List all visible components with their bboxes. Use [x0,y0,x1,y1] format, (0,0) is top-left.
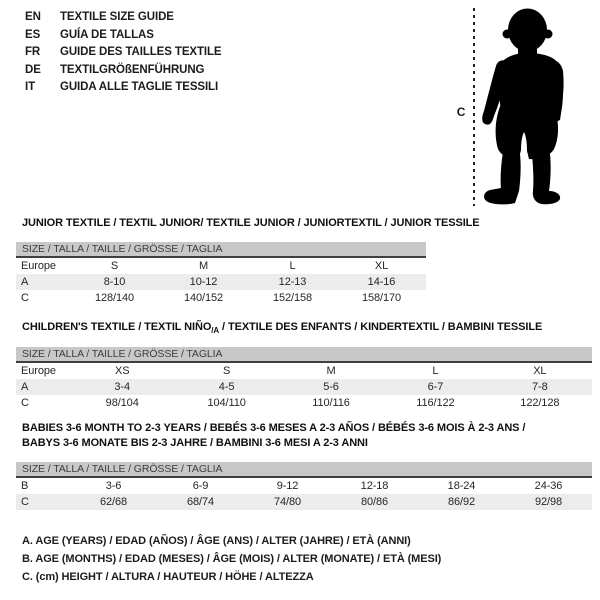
size-table [16,347,592,411]
table-title-line [22,320,592,338]
height-marker-label: C [456,105,466,119]
size-cell: S [110,260,119,272]
table-title-text: / TEXTILE DES ENFANTS / KINDERTEXTIL / BAMBINI TESSILE [219,321,543,333]
language-code: FR [25,46,41,58]
size-cell: 80/86 [360,496,389,508]
size-cell: 3-6 [105,480,122,492]
size-cell: 8-10 [103,276,126,288]
legend-line: C. (cm) HEIGHT / ALTURA / HAUTEUR / HÖHE / ALTEZZA [22,571,314,583]
language-code: DE [25,63,41,76]
table-row [16,290,426,306]
row-label: A [21,381,29,393]
size-cell: M [326,365,336,377]
table-row [16,274,426,290]
size-cell: 92/98 [534,496,563,508]
table-title-text: BABIES 3-6 MONTH TO 2-3 YEARS / BEBÉS 3-6 MESES A 2-3 AÑOS / BÉBÉS 3-6 MOIS À 2-3 ANS / [22,422,526,434]
legend-line: A. AGE (YEARS) / EDAD (AÑOS) / ÂGE (ANS) / ALTER (JAHRE) / ETÀ (ANNI) [22,535,411,547]
size-cell: S [222,365,231,377]
table-title-line [22,216,592,231]
size-cell: XL [374,260,389,272]
size-header-bar: SIZE / TALLA / TAILLE / GRÖSSE / TAGLIA [16,347,592,363]
table-title [22,320,592,338]
table-row [16,478,592,494]
language-row [25,62,222,80]
size-cell: 5-6 [323,381,339,393]
size-cell: 6-7 [427,381,444,393]
size-cell: 24-36 [534,480,563,492]
language-title: GUIDE DES TAILLES TEXTILE [60,46,222,58]
row-label: C [21,292,29,304]
size-table [16,462,592,510]
size-cell: 140/152 [183,292,224,304]
size-cell: 6-9 [192,480,209,492]
language-row [25,79,222,97]
size-table [16,242,426,306]
table-title-text: /A [211,326,220,336]
table-title-line [22,421,592,436]
language-title: TEXTILE SIZE GUIDE [60,11,174,23]
table-row [16,494,592,510]
size-cell: 158/170 [361,292,402,304]
language-row [25,9,222,27]
language-title-list [25,9,222,97]
table-title-text: BABYS 3-6 MONATE BIS 2-3 JAHRE / BAMBINI 3-6 MESI A 2-3 ANNI [22,437,368,449]
size-cell: 14-16 [367,276,396,288]
size-cell: L [289,260,296,272]
language-title: GUIDA ALLE TAGLIE TESSILI [60,81,219,93]
table-row [16,363,592,379]
size-header-bar: SIZE / TALLA / TAILLE / GRÖSSE / TAGLIA [16,242,426,258]
size-cell: 18-24 [447,480,476,492]
table-title-line [22,436,592,451]
language-row [25,27,222,45]
table-row [16,258,426,274]
language-title: TEXTILGRÖßENFÜHRUNG [60,63,205,76]
size-cell: 12-13 [278,276,307,288]
table-title-text: CHILDREN'S TEXTILE / TEXTIL NIÑO [22,321,212,333]
baby-silhouette-icon [480,6,580,206]
language-row [25,44,222,62]
size-cell: 152/158 [272,292,313,304]
size-cell: 128/140 [94,292,135,304]
size-cell: 12-18 [360,480,389,492]
size-cell: 10-12 [189,276,218,288]
table-title-text: JUNIOR TEXTILE / TEXTIL JUNIOR/ TEXTILE JUNIOR / JUNIORTEXTIL / JUNIOR TESSILE [22,217,480,229]
size-cell: 74/80 [273,496,302,508]
language-title: GUÍA DE TALLAS [60,28,154,41]
size-cell: M [198,260,209,272]
row-label: C [21,496,29,508]
size-cell: 104/110 [207,397,246,409]
size-cell: 86/92 [447,496,476,508]
size-cell: 98/104 [105,397,139,409]
size-cell: L [432,365,439,377]
language-code: ES [25,28,41,41]
height-measure-dotted-line [473,8,475,206]
size-cell: 68/74 [186,496,215,508]
table-row [16,379,592,395]
size-cell: XS [114,365,130,377]
table-title [22,216,592,231]
size-cell: 7-8 [532,381,548,393]
legend-line: B. AGE (MONTHS) / EDAD (MESES) / ÂGE (MOIS) / ALTER (MONATE) / ETÀ (MESI) [22,553,442,565]
row-label: B [21,480,29,492]
size-cell: XL [533,365,547,377]
row-label: Europe [21,260,56,272]
row-label: Europe [21,365,56,377]
size-cell: 116/122 [416,397,455,409]
language-code: EN [25,11,41,23]
language-code: IT [25,81,36,93]
size-cell: 122/128 [520,397,560,409]
table-title [22,421,592,451]
row-label: A [21,276,29,288]
size-cell: 4-5 [218,381,235,393]
row-label: C [21,397,29,409]
size-cell: 9-12 [276,480,299,492]
size-header-bar: SIZE / TALLA / TAILLE / GRÖSSE / TAGLIA [16,462,592,478]
size-cell: 62/68 [99,496,128,508]
size-cell: 3-4 [114,381,130,393]
size-cell: 110/116 [312,397,350,409]
size-key-legend [22,532,441,586]
table-row [16,395,592,411]
